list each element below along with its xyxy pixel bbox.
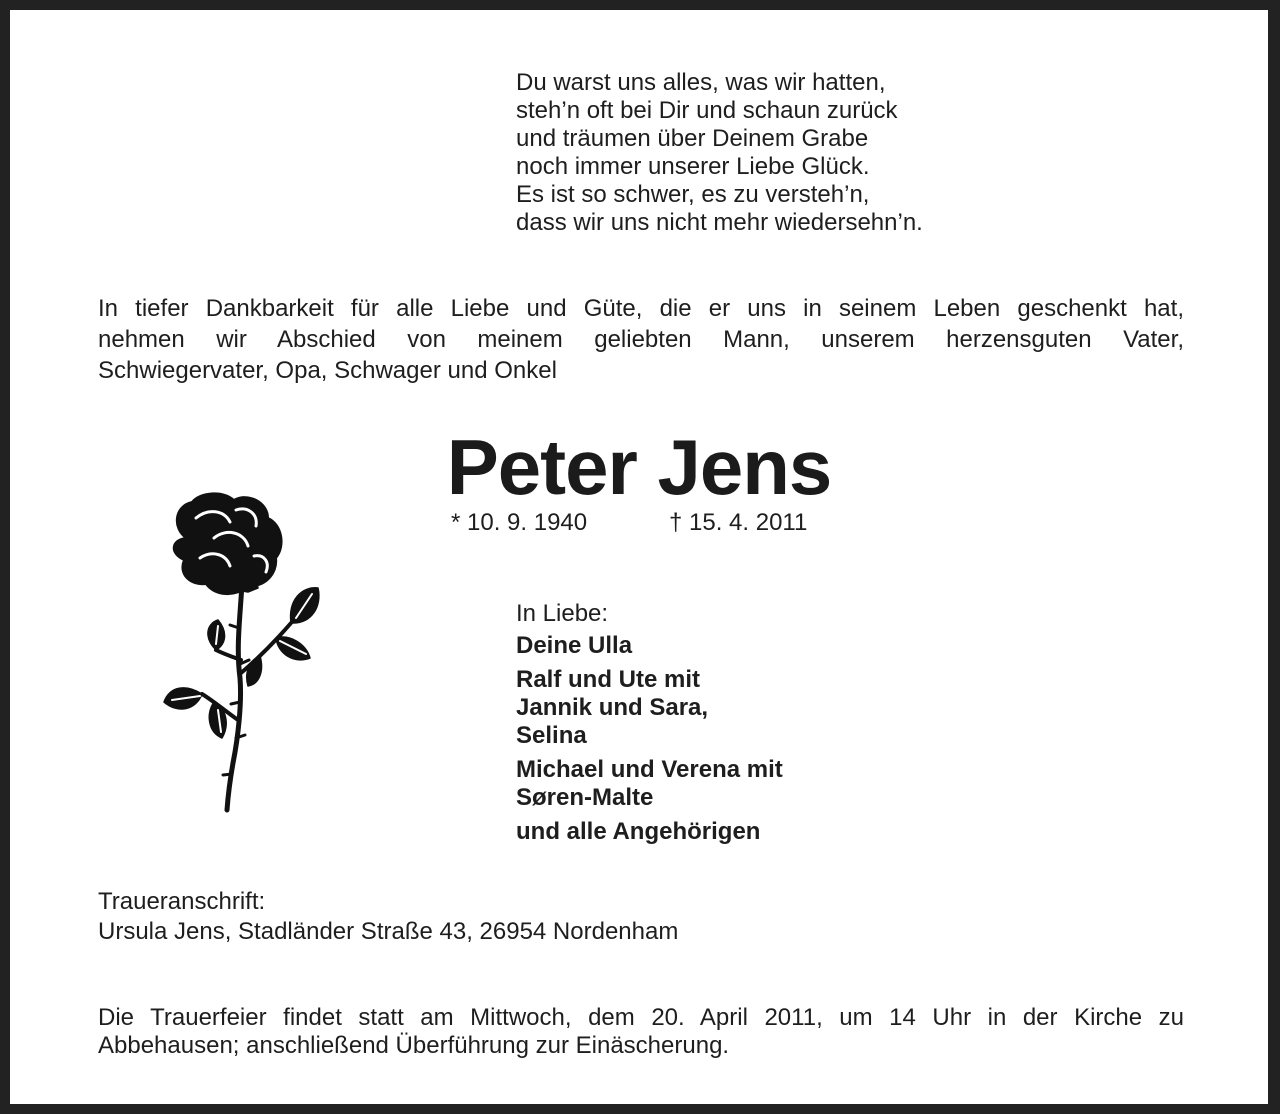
signatory-line: Ralf und Ute mit <box>516 666 700 693</box>
funeral-line: Die Trauerfeier findet statt am Mittwoch, dem 20. April 2011, um 14 Uhr in der Kirche zu <box>98 1004 1184 1031</box>
poem-line: Du warst uns alles, was wir hatten, <box>516 69 886 96</box>
poem-line: dass wir uns nicht mehr wiedersehn’n. <box>516 209 923 236</box>
address-value: Ursula Jens, Stadländer Straße 43, 26954 Nordenham <box>98 918 679 945</box>
birth-date: * 10. 9. 1940 <box>451 509 588 536</box>
signatory-line: und alle Angehörigen <box>516 818 761 845</box>
signatory-group <box>516 666 783 750</box>
poem-line: noch immer unserer Liebe Glück. <box>516 153 870 180</box>
death-date: † 15. 4. 2011 <box>669 509 808 536</box>
signatory-line: Deine Ulla <box>516 632 633 659</box>
signatory-line: Jannik und Sara, <box>516 694 709 721</box>
intro-line: Schwiegervater, Opa, Schwager und Onkel <box>98 357 557 384</box>
rose-icon <box>156 488 326 818</box>
signatories <box>516 598 783 846</box>
intro-text <box>98 293 1184 386</box>
poem-line: Es ist so schwer, es zu versteh’n, <box>516 181 870 208</box>
intro-line: In tiefer Dankbarkeit für alle Liebe und Güte, die er uns in seinem Leben geschenkt hat, <box>98 295 1184 322</box>
deceased-name: Peter Jens <box>446 423 832 511</box>
poem-line: steh’n oft bei Dir und schaun zurück <box>516 97 898 124</box>
signatory-line: Michael und Verena mit <box>516 756 783 783</box>
intro-line: nehmen wir Abschied von meinem geliebten Mann, unserem herzensguten Vater, <box>98 326 1184 353</box>
address-label: Traueranschrift: <box>98 888 266 915</box>
poem <box>516 69 923 237</box>
signatory-line: Søren-Malte <box>516 784 654 811</box>
signatory-group <box>516 632 783 660</box>
signatory-group <box>516 756 783 812</box>
obituary-notice <box>10 10 1268 1104</box>
signatory-line: Selina <box>516 722 587 749</box>
funeral-notice <box>98 1004 1184 1060</box>
signatories-label: In Liebe: <box>516 600 609 627</box>
mourning-address <box>98 887 678 947</box>
funeral-line: Abbehausen; anschließend Überführung zur Einäscherung. <box>98 1032 730 1059</box>
signatory-group <box>516 818 783 846</box>
poem-line: und träumen über Deinem Grabe <box>516 125 869 152</box>
